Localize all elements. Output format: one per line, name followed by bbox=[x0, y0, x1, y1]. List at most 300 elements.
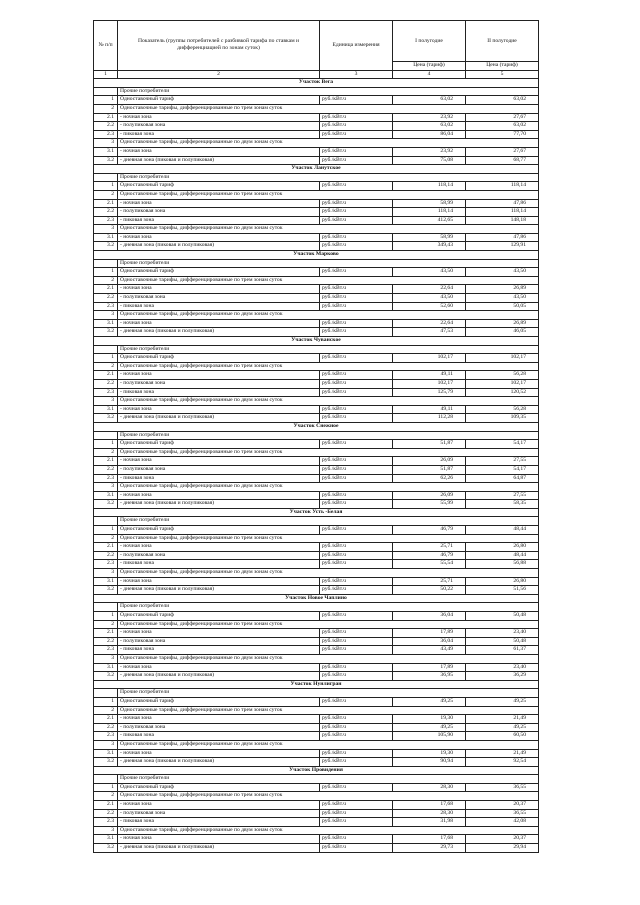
table-row bbox=[94, 302, 539, 311]
row-label: Одноставочный тариф bbox=[118, 526, 320, 535]
row-label: - пиковая зона bbox=[118, 130, 320, 139]
row-unit: руб./кВт.ч bbox=[320, 371, 393, 380]
row-label: - ночная зона bbox=[118, 319, 320, 328]
table-row bbox=[94, 672, 539, 681]
price-second-half: 26,89 bbox=[466, 319, 539, 328]
table-row bbox=[94, 379, 539, 388]
row-unit: руб./кВт.ч bbox=[320, 285, 393, 294]
price-second-half: 56,28 bbox=[466, 371, 539, 380]
table-row bbox=[94, 104, 539, 113]
row-unit: руб./кВт.ч bbox=[320, 818, 393, 827]
row-label: Одноставочные тарифы, дифференцированные по трем зонам суток bbox=[118, 448, 539, 457]
row-label: Одноставочный тариф bbox=[118, 354, 320, 363]
row-label: - пиковая зона bbox=[118, 818, 320, 827]
price-second-half: 68,77 bbox=[466, 156, 539, 165]
row-unit: руб./кВт.ч bbox=[320, 233, 393, 242]
price-first-half: 29,73 bbox=[393, 844, 466, 853]
price-first-half: 51,87 bbox=[393, 465, 466, 474]
table-row bbox=[94, 646, 539, 655]
row-number: 3.1 bbox=[94, 577, 118, 586]
price-first-half: 63,02 bbox=[393, 122, 466, 131]
row-label: Одноставочные тарифы, дифференцированные по трем зонам суток bbox=[118, 104, 539, 113]
table-row bbox=[94, 663, 539, 672]
row-number: 3.2 bbox=[94, 414, 118, 423]
consumer-group-row bbox=[94, 87, 539, 96]
row-number-empty bbox=[94, 345, 118, 354]
row-label: Одноставочный тариф bbox=[118, 612, 320, 621]
price-second-half: 49,25 bbox=[466, 723, 539, 732]
table-row bbox=[94, 474, 539, 483]
price-second-half: 102,17 bbox=[466, 379, 539, 388]
row-number: 2.3 bbox=[94, 560, 118, 569]
section-heading-row bbox=[94, 766, 539, 775]
row-label: - пиковая зона bbox=[118, 216, 320, 225]
row-unit: руб./кВт.ч bbox=[320, 242, 393, 251]
section-heading-row bbox=[94, 422, 539, 431]
header-second-half: II полугодие bbox=[466, 21, 539, 62]
row-label: - дневная зона (пиковая и полупиковая) bbox=[118, 586, 320, 595]
row-label: Одноставочные тарифы, дифференцированные по двум зонам суток bbox=[118, 483, 539, 492]
consumer-group-label: Прочие потребители bbox=[118, 87, 539, 96]
row-number: 3.2 bbox=[94, 758, 118, 767]
table-row bbox=[94, 792, 539, 801]
row-number: 2.1 bbox=[94, 371, 118, 380]
table-row bbox=[94, 122, 539, 131]
price-first-half: 412,65 bbox=[393, 216, 466, 225]
table-row bbox=[94, 328, 539, 337]
price-second-half: 47,86 bbox=[466, 233, 539, 242]
price-second-half: 148,18 bbox=[466, 216, 539, 225]
row-number: 2.2 bbox=[94, 809, 118, 818]
table-row bbox=[94, 362, 539, 371]
row-label: - дневная зона (пиковая и полупиковая) bbox=[118, 328, 320, 337]
consumer-group-label: Прочие потребители bbox=[118, 689, 539, 698]
price-first-half: 49,25 bbox=[393, 697, 466, 706]
table-row bbox=[94, 740, 539, 749]
row-number: 2.3 bbox=[94, 646, 118, 655]
row-number: 2.2 bbox=[94, 208, 118, 217]
price-first-half: 36,04 bbox=[393, 637, 466, 646]
price-second-half: 109,35 bbox=[466, 414, 539, 423]
row-label: Одноставочные тарифы, дифференцированные по трем зонам суток bbox=[118, 190, 539, 199]
price-second-half: 58,35 bbox=[466, 500, 539, 509]
row-number: 2 bbox=[94, 534, 118, 543]
price-first-half: 17,68 bbox=[393, 801, 466, 810]
row-unit: руб./кВт.ч bbox=[320, 560, 393, 569]
header-indicator: Показатель (группы потребителей с разбивкой тарифа по ставкам и дифференциацией по зонам суток) bbox=[118, 21, 320, 71]
price-second-half: 46,05 bbox=[466, 328, 539, 337]
table-row bbox=[94, 457, 539, 466]
table-row bbox=[94, 637, 539, 646]
table-row bbox=[94, 440, 539, 449]
row-number: 2.1 bbox=[94, 801, 118, 810]
section-heading-row bbox=[94, 79, 539, 88]
table-row bbox=[94, 758, 539, 767]
row-unit: руб./кВт.ч bbox=[320, 302, 393, 311]
table-row bbox=[94, 543, 539, 552]
row-unit: руб./кВт.ч bbox=[320, 672, 393, 681]
row-unit: руб./кВт.ч bbox=[320, 526, 393, 535]
row-number: 2.2 bbox=[94, 465, 118, 474]
row-number: 3.2 bbox=[94, 500, 118, 509]
row-label: Одноставочные тарифы, дифференцированные по трем зонам суток bbox=[118, 534, 539, 543]
row-label: - ночная зона bbox=[118, 801, 320, 810]
price-second-half: 63,02 bbox=[466, 122, 539, 131]
consumer-group-row bbox=[94, 517, 539, 526]
row-unit: руб./кВт.ч bbox=[320, 319, 393, 328]
table-row bbox=[94, 491, 539, 500]
table-row bbox=[94, 569, 539, 578]
consumer-group-label: Прочие потребители bbox=[118, 259, 539, 268]
row-unit: руб./кВт.ч bbox=[320, 113, 393, 122]
row-number: 3 bbox=[94, 397, 118, 406]
table-row bbox=[94, 586, 539, 595]
table-row bbox=[94, 749, 539, 758]
table-row bbox=[94, 826, 539, 835]
price-second-half: 27,67 bbox=[466, 147, 539, 156]
row-label: Одноставочный тариф bbox=[118, 440, 320, 449]
section-title: Участок Ланутское bbox=[94, 165, 539, 174]
price-second-half: 48,44 bbox=[466, 551, 539, 560]
row-number: 2 bbox=[94, 792, 118, 801]
row-label: - пиковая зона bbox=[118, 560, 320, 569]
table-row bbox=[94, 208, 539, 217]
row-number: 2 bbox=[94, 276, 118, 285]
table-row bbox=[94, 216, 539, 225]
table-row bbox=[94, 629, 539, 638]
row-label: - пиковая зона bbox=[118, 388, 320, 397]
price-first-half: 43,49 bbox=[393, 646, 466, 655]
row-number: 1 bbox=[94, 697, 118, 706]
price-second-half: 48,44 bbox=[466, 526, 539, 535]
row-unit: руб./кВт.ч bbox=[320, 328, 393, 337]
consumer-group-label: Прочие потребители bbox=[118, 775, 539, 784]
price-first-half: 52,60 bbox=[393, 302, 466, 311]
row-label: Одноставочные тарифы, дифференцированные по двум зонам суток bbox=[118, 826, 539, 835]
price-second-half: 129,91 bbox=[466, 242, 539, 251]
section-title: Участок Новое Чаплино bbox=[94, 594, 539, 603]
table-row bbox=[94, 182, 539, 191]
row-unit: руб./кВт.ч bbox=[320, 783, 393, 792]
row-number: 1 bbox=[94, 526, 118, 535]
row-label: Одноставочные тарифы, дифференцированные по двум зонам суток bbox=[118, 569, 539, 578]
row-unit: руб./кВт.ч bbox=[320, 749, 393, 758]
row-number: 2.1 bbox=[94, 285, 118, 294]
row-unit: руб./кВт.ч bbox=[320, 465, 393, 474]
row-label: - ночная зона bbox=[118, 663, 320, 672]
price-second-half: 50,48 bbox=[466, 637, 539, 646]
section-heading-row bbox=[94, 251, 539, 260]
row-unit: руб./кВт.ч bbox=[320, 551, 393, 560]
row-label: - полупиковая зона bbox=[118, 465, 320, 474]
row-label: Одноставочные тарифы, дифференцированные по трем зонам суток bbox=[118, 706, 539, 715]
consumer-group-row bbox=[94, 259, 539, 268]
row-number: 3.2 bbox=[94, 328, 118, 337]
row-label: - полупиковая зона bbox=[118, 723, 320, 732]
row-label: - пиковая зона bbox=[118, 646, 320, 655]
price-second-half: 26,89 bbox=[466, 285, 539, 294]
consumer-group-label: Прочие потребители bbox=[118, 517, 539, 526]
price-first-half: 49,11 bbox=[393, 405, 466, 414]
row-unit: руб./кВт.ч bbox=[320, 844, 393, 853]
column-number-5: 5 bbox=[466, 70, 539, 79]
row-number: 2.2 bbox=[94, 379, 118, 388]
row-number: 2.1 bbox=[94, 543, 118, 552]
table-row bbox=[94, 620, 539, 629]
row-number: 3.1 bbox=[94, 491, 118, 500]
price-first-half: 55,54 bbox=[393, 560, 466, 569]
consumer-group-label: Прочие потребители bbox=[118, 431, 539, 440]
table-row bbox=[94, 397, 539, 406]
row-unit: руб./кВт.ч bbox=[320, 758, 393, 767]
row-number: 2 bbox=[94, 448, 118, 457]
row-unit: руб./кВт.ч bbox=[320, 646, 393, 655]
row-label: Одноставочные тарифы, дифференцированные по двум зонам суток bbox=[118, 311, 539, 320]
row-label: - дневная зона (пиковая и полупиковая) bbox=[118, 242, 320, 251]
row-label: - полупиковая зона bbox=[118, 208, 320, 217]
row-unit: руб./кВт.ч bbox=[320, 379, 393, 388]
row-number-empty bbox=[94, 775, 118, 784]
row-number: 3 bbox=[94, 654, 118, 663]
price-first-half: 102,17 bbox=[393, 379, 466, 388]
table-row bbox=[94, 801, 539, 810]
price-second-half: 49,25 bbox=[466, 697, 539, 706]
price-second-half: 54,17 bbox=[466, 465, 539, 474]
consumer-group-label: Прочие потребители bbox=[118, 173, 539, 182]
table-row bbox=[94, 388, 539, 397]
table-row bbox=[94, 147, 539, 156]
row-number: 2.1 bbox=[94, 629, 118, 638]
row-unit: руб./кВт.ч bbox=[320, 294, 393, 303]
row-number: 2.3 bbox=[94, 216, 118, 225]
table-row bbox=[94, 233, 539, 242]
row-label: - ночная зона bbox=[118, 405, 320, 414]
price-second-half: 60,50 bbox=[466, 732, 539, 741]
row-label: - ночная зона bbox=[118, 749, 320, 758]
row-number: 2 bbox=[94, 104, 118, 113]
consumer-group-row bbox=[94, 689, 539, 698]
price-first-half: 46,79 bbox=[393, 526, 466, 535]
price-first-half: 112,28 bbox=[393, 414, 466, 423]
row-unit: руб./кВт.ч bbox=[320, 491, 393, 500]
consumer-group-row bbox=[94, 431, 539, 440]
row-unit: руб./кВт.ч bbox=[320, 122, 393, 131]
row-label: - ночная зона bbox=[118, 491, 320, 500]
price-first-half: 23,92 bbox=[393, 147, 466, 156]
table-row bbox=[94, 319, 539, 328]
price-second-half: 21,49 bbox=[466, 715, 539, 724]
table-row bbox=[94, 276, 539, 285]
row-number: 2.3 bbox=[94, 818, 118, 827]
section-title: Участок Вега bbox=[94, 79, 539, 88]
table-row bbox=[94, 285, 539, 294]
row-label: - пиковая зона bbox=[118, 474, 320, 483]
price-first-half: 17,89 bbox=[393, 663, 466, 672]
table-row bbox=[94, 818, 539, 827]
row-unit: руб./кВт.ч bbox=[320, 732, 393, 741]
table-row bbox=[94, 294, 539, 303]
table-row bbox=[94, 697, 539, 706]
row-number: 3.2 bbox=[94, 844, 118, 853]
consumer-group-label: Прочие потребители bbox=[118, 345, 539, 354]
row-unit: руб./кВт.ч bbox=[320, 637, 393, 646]
row-number: 2.2 bbox=[94, 637, 118, 646]
price-second-half: 118,14 bbox=[466, 182, 539, 191]
section-title: Участок Провидения bbox=[94, 766, 539, 775]
row-number: 3 bbox=[94, 826, 118, 835]
row-unit: руб./кВт.ч bbox=[320, 216, 393, 225]
row-number-empty bbox=[94, 603, 118, 612]
price-first-half: 22,64 bbox=[393, 319, 466, 328]
row-number: 3.1 bbox=[94, 749, 118, 758]
row-label: - ночная зона bbox=[118, 577, 320, 586]
price-first-half: 36,95 bbox=[393, 672, 466, 681]
table-row bbox=[94, 139, 539, 148]
row-number: 3 bbox=[94, 483, 118, 492]
price-first-half: 49,25 bbox=[393, 723, 466, 732]
price-second-half: 47,86 bbox=[466, 199, 539, 208]
price-second-half: 77,70 bbox=[466, 130, 539, 139]
row-number: 2 bbox=[94, 620, 118, 629]
row-label: Одноставочные тарифы, дифференцированные по двум зонам суток bbox=[118, 397, 539, 406]
row-unit: руб./кВт.ч bbox=[320, 440, 393, 449]
table-row bbox=[94, 405, 539, 414]
table-row bbox=[94, 526, 539, 535]
table-row bbox=[94, 500, 539, 509]
header-row bbox=[94, 21, 539, 62]
table-row bbox=[94, 113, 539, 122]
row-label: - полупиковая зона bbox=[118, 551, 320, 560]
table-row bbox=[94, 835, 539, 844]
section-heading-row bbox=[94, 594, 539, 603]
table-row bbox=[94, 560, 539, 569]
row-number: 1 bbox=[94, 268, 118, 277]
row-label: - полупиковая зона bbox=[118, 809, 320, 818]
row-label: - дневная зона (пиковая и полупиковая) bbox=[118, 156, 320, 165]
row-number-empty bbox=[94, 431, 118, 440]
row-unit: руб./кВт.ч bbox=[320, 199, 393, 208]
price-second-half: 27,67 bbox=[466, 113, 539, 122]
price-first-half: 118,14 bbox=[393, 208, 466, 217]
section-title: Участок Снежное bbox=[94, 422, 539, 431]
price-second-half: 36,55 bbox=[466, 783, 539, 792]
row-unit: руб./кВт.ч bbox=[320, 414, 393, 423]
row-label: - ночная зона bbox=[118, 457, 320, 466]
price-second-half: 26,80 bbox=[466, 577, 539, 586]
row-number: 3 bbox=[94, 569, 118, 578]
table-row bbox=[94, 225, 539, 234]
price-first-half: 125,79 bbox=[393, 388, 466, 397]
row-number: 2.2 bbox=[94, 294, 118, 303]
table-row bbox=[94, 414, 539, 423]
column-number-3: 3 bbox=[320, 70, 393, 79]
consumer-group-label: Прочие потребители bbox=[118, 603, 539, 612]
header-first-half: I полугодие bbox=[393, 21, 466, 62]
price-second-half: 102,17 bbox=[466, 354, 539, 363]
row-label: Одноставочные тарифы, дифференцированные по трем зонам суток bbox=[118, 792, 539, 801]
price-first-half: 46,79 bbox=[393, 551, 466, 560]
row-label: - полупиковая зона bbox=[118, 637, 320, 646]
price-second-half: 42,08 bbox=[466, 818, 539, 827]
row-unit: руб./кВт.ч bbox=[320, 715, 393, 724]
price-first-half: 17,89 bbox=[393, 629, 466, 638]
section-title: Участок Усть -Белая bbox=[94, 508, 539, 517]
row-number: 3.1 bbox=[94, 319, 118, 328]
price-first-half: 43,50 bbox=[393, 268, 466, 277]
table-row bbox=[94, 534, 539, 543]
row-unit: руб./кВт.ч bbox=[320, 96, 393, 105]
price-first-half: 62,26 bbox=[393, 474, 466, 483]
header-price-first: Цена (тариф) bbox=[393, 62, 466, 71]
row-label: Одноставочный тариф bbox=[118, 96, 320, 105]
row-label: Одноставочные тарифы, дифференцированные по двум зонам суток bbox=[118, 225, 539, 234]
row-number-empty bbox=[94, 259, 118, 268]
row-number-empty bbox=[94, 173, 118, 182]
price-first-half: 19,30 bbox=[393, 715, 466, 724]
price-second-half: 61,37 bbox=[466, 646, 539, 655]
table-row bbox=[94, 354, 539, 363]
price-second-half: 36,29 bbox=[466, 672, 539, 681]
price-first-half: 23,92 bbox=[393, 113, 466, 122]
header-number: № п/п bbox=[94, 21, 118, 71]
price-second-half: 50,48 bbox=[466, 612, 539, 621]
row-number: 1 bbox=[94, 440, 118, 449]
row-label: - ночная зона bbox=[118, 715, 320, 724]
table-row bbox=[94, 723, 539, 732]
price-first-half: 86,04 bbox=[393, 130, 466, 139]
price-first-half: 90,94 bbox=[393, 758, 466, 767]
section-title: Участок Марково bbox=[94, 251, 539, 260]
row-number: 2.3 bbox=[94, 474, 118, 483]
row-number: 3 bbox=[94, 311, 118, 320]
row-label: - дневная зона (пиковая и полупиковая) bbox=[118, 758, 320, 767]
row-label: - дневная зона (пиковая и полупиковая) bbox=[118, 500, 320, 509]
section-heading-row bbox=[94, 680, 539, 689]
price-second-half: 29,94 bbox=[466, 844, 539, 853]
column-number-1: 1 bbox=[94, 70, 118, 79]
row-unit: руб./кВт.ч bbox=[320, 354, 393, 363]
price-first-half: 26,09 bbox=[393, 457, 466, 466]
row-number: 1 bbox=[94, 783, 118, 792]
row-number: 3.2 bbox=[94, 586, 118, 595]
table-row bbox=[94, 130, 539, 139]
price-second-half: 56,88 bbox=[466, 560, 539, 569]
price-first-half: 49,11 bbox=[393, 371, 466, 380]
price-first-half: 22,64 bbox=[393, 285, 466, 294]
price-second-half: 43,50 bbox=[466, 268, 539, 277]
column-number-4: 4 bbox=[393, 70, 466, 79]
row-number: 2.1 bbox=[94, 715, 118, 724]
row-number: 2.2 bbox=[94, 122, 118, 131]
column-number-2: 2 bbox=[118, 70, 320, 79]
row-unit: руб./кВт.ч bbox=[320, 612, 393, 621]
row-number: 1 bbox=[94, 354, 118, 363]
price-second-half: 64,87 bbox=[466, 474, 539, 483]
table-row bbox=[94, 311, 539, 320]
table-row bbox=[94, 199, 539, 208]
row-number: 2.3 bbox=[94, 302, 118, 311]
row-unit: руб./кВт.ч bbox=[320, 147, 393, 156]
row-label: - полупиковая зона bbox=[118, 294, 320, 303]
section-title: Участок Нунлигран bbox=[94, 680, 539, 689]
row-number: 2.3 bbox=[94, 130, 118, 139]
row-label: - дневная зона (пиковая и полупиковая) bbox=[118, 414, 320, 423]
row-label: - дневная зона (пиковая и полупиковая) bbox=[118, 672, 320, 681]
price-first-half: 58,99 bbox=[393, 199, 466, 208]
price-second-half: 27,55 bbox=[466, 457, 539, 466]
consumer-group-row bbox=[94, 603, 539, 612]
table-row bbox=[94, 448, 539, 457]
